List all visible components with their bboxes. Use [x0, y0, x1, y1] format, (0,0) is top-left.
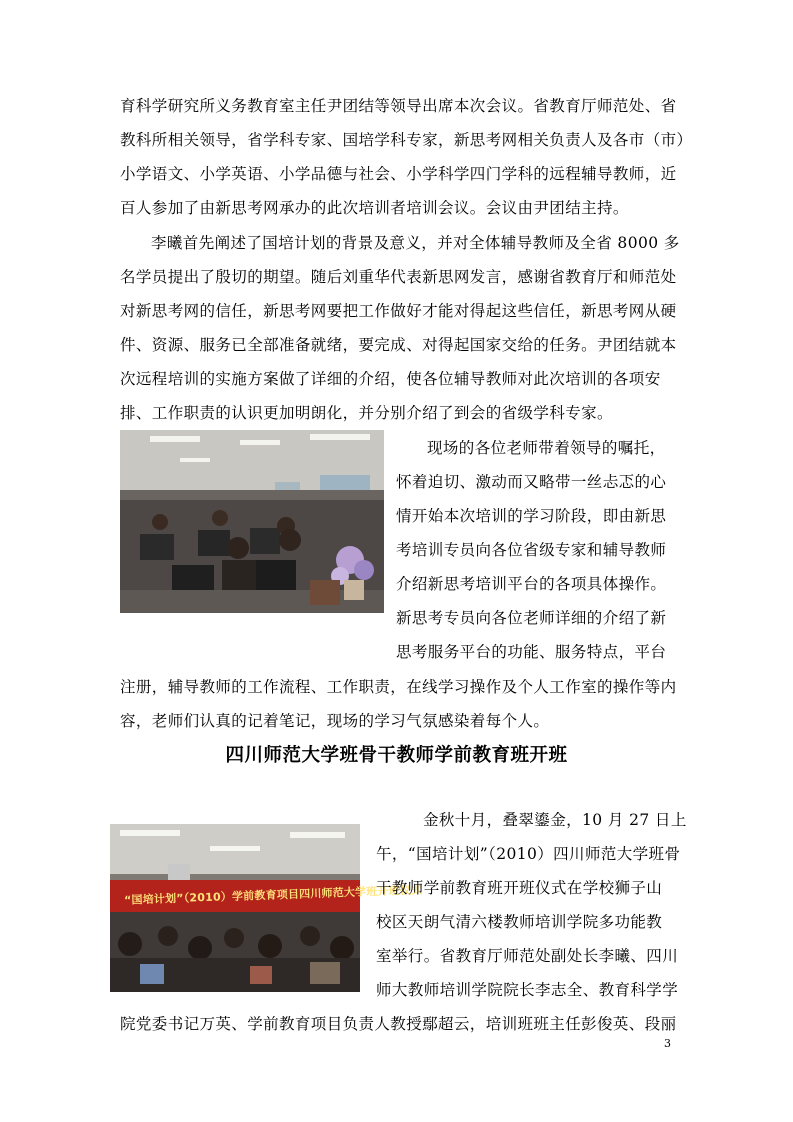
opening-ceremony-illustration	[110, 824, 423, 992]
paragraph-3-line: 新思考专员向各位老师详细的介绍了新	[396, 609, 667, 627]
section-heading: 四川师范大学班骨干教师学前教育班开班	[225, 745, 568, 766]
paragraph-3-line: 容，老师们认真的记着笔记，现场的学习气氛感染着每个人。	[120, 712, 550, 730]
paragraph-2-line: 名学员提出了殷切的期望。随后刘重华代表新思网发言，感谢省教育厅和师范处	[120, 268, 677, 286]
paragraph-3-line: 思考服务平台的功能、服务特点，平台	[396, 643, 667, 661]
paragraph-2-line: 李曦首先阐述了国培计划的背景及意义，并对全体辅导教师及全省 8000 多	[151, 234, 680, 252]
page-number: 3	[664, 1037, 671, 1050]
training-room-photo	[120, 430, 384, 613]
paragraph-1-line: 小学语文、小学英语、小学品德与社会、小学科学四门学科的远程辅导教师，近	[120, 165, 677, 183]
paragraph-2-line: 件、资源、服务已全部准备就绪，要完成、对得起国家交给的任务。尹团结就本	[120, 336, 677, 354]
paragraph-1-line: 育科学研究所义务教育室主任尹团结等领导出席本次会议。省教育厅师范处、省	[120, 97, 677, 115]
paragraph-4-line: 院党委书记万英、学前教育项目负责人教授鄢超云，培训班班主任彭俊英、段丽	[120, 1015, 677, 1033]
paragraph-3-line: 注册，辅导教师的工作流程、工作职责，在线学习操作及个人工作室的操作等内	[120, 678, 677, 696]
ceremony-banner-text: “国培计划”（2010）学前教育项目四川师范大学班开班仪式	[123, 883, 423, 907]
paragraph-3-line: 介绍新思考培训平台的各项具体操作。	[396, 575, 667, 593]
paragraph-4-line: 师大教师培训学院院长李志全、教育科学学	[376, 981, 679, 999]
opening-ceremony-photo	[110, 824, 423, 992]
paragraph-3-line: 现场的各位老师带着领导的嘱托，	[427, 439, 666, 457]
paragraph-1-line: 百人参加了由新思考网承办的此次培训者培训会议。会议由尹团结主持。	[120, 199, 629, 217]
paragraph-4-line: 干教师学前教育班开班仪式在学校狮子山	[376, 879, 663, 897]
paragraph-3-line: 怀着迫切、激动而又略带一丝忐忑的心	[396, 473, 667, 491]
paragraph-4-line: 金秋十月，叠翠鎏金，10 月 27 日上	[423, 811, 687, 829]
paragraph-1-line: 教科所相关领导，省学科专家、国培学科专家，新思考网相关负责人及各市（市）	[120, 131, 693, 149]
paragraph-4-line: 校区天朗气清六楼教师培训学院多功能教	[376, 913, 663, 931]
paragraph-3-line: 情开始本次培训的学习阶段，即由新思	[396, 507, 667, 525]
paragraph-2-line: 排、工作职责的认识更加明朗化，并分别介绍了到会的省级学科专家。	[120, 404, 613, 422]
paragraph-3-line: 考培训专员向各位省级专家和辅导教师	[396, 541, 667, 559]
paragraph-2-line: 次远程培训的实施方案做了详细的介绍，使各位辅导教师对此次培训的各项安	[120, 370, 661, 388]
paragraph-4-line: 室举行。省教育厅师范处副处长李曦、四川	[376, 947, 679, 965]
paragraph-2-line: 对新思考网的信任，新思考网要把工作做好才能对得起这些信任，新思考网从硬	[120, 302, 677, 320]
paragraph-4-line: 午，“国培计划”（2010）四川师范大学班骨	[376, 845, 681, 863]
training-room-illustration	[120, 430, 384, 613]
